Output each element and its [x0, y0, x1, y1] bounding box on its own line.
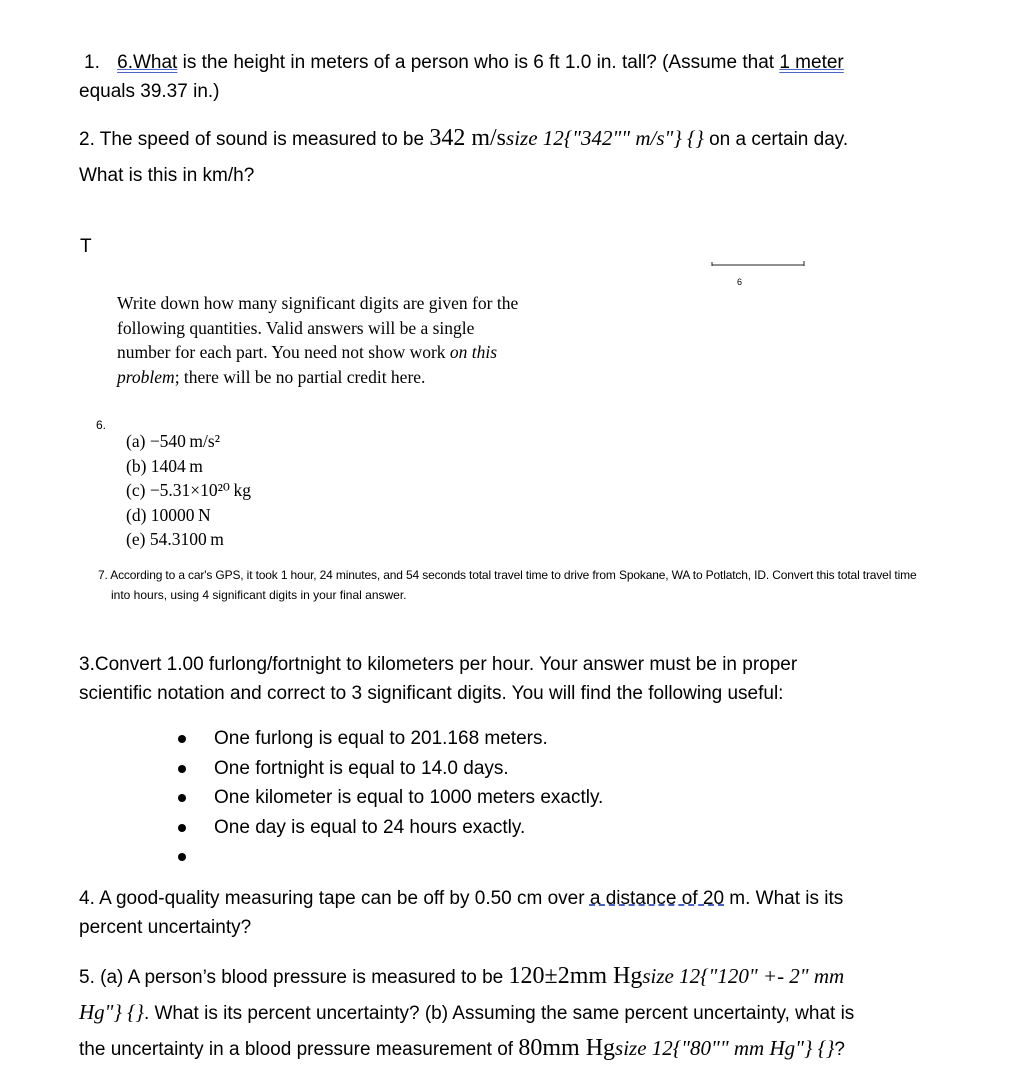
- q3-bullet: [178, 724, 603, 754]
- q1-line-2: equals 39.37 in.): [79, 81, 220, 102]
- q6-item-value: 1404 m: [150, 455, 203, 476]
- q2-text: 2. The speed of sound is measured to be: [79, 129, 430, 150]
- bullet-dot-icon: [178, 853, 186, 861]
- q7-line-2: into hours, using 4 significant digits in your final answer.: [111, 588, 407, 602]
- bullet-dot-icon: [178, 794, 186, 802]
- bullet-dot-icon: [178, 735, 186, 743]
- q1-number: 1.: [84, 52, 100, 73]
- q2-line-2: What is this in km/h?: [79, 165, 255, 186]
- q3-bullet: [178, 842, 603, 872]
- q3-bullet-text: One fortnight is equal to 14.0 days.: [214, 757, 509, 779]
- q6-items: [126, 429, 251, 552]
- q5-text-b: . What is its percent uncertainty? (b) Assuming the same percent uncertainty, what is: [143, 1003, 855, 1024]
- q6-item-label: (d): [126, 504, 147, 525]
- q3-bullet: [178, 783, 603, 813]
- q6-item-value: 10000 N: [150, 504, 211, 525]
- q5-math-code-2: size 12{"80"" mm Hg"} {}: [615, 1036, 835, 1060]
- q7-line-1: 7. According to a car's GPS, it took 1 hour, 24 minutes, and 54 seconds total travel time to drive from Spokane, WA to Potlatch, ID. Convert this total travel time: [98, 568, 917, 582]
- q1-text: is the height in meters of a person who is 6 ft 1.0 in. tall? (Assume that: [177, 52, 780, 73]
- figure-label: 6: [737, 277, 743, 287]
- q5-math-2: 80mm Hg: [518, 1035, 616, 1061]
- q3-bullet-text: One kilometer is equal to 1000 meters exactly.: [214, 787, 604, 808]
- q2-math: 342 m/s: [429, 125, 507, 151]
- question-4: [79, 884, 843, 913]
- q3-bullet: [178, 754, 603, 784]
- q6-item-value: −540 m/s²: [149, 431, 220, 451]
- q5-line-2: [79, 998, 854, 1028]
- q4-line-2: percent uncertainty?: [79, 917, 252, 938]
- q6-item: [126, 503, 251, 528]
- question-1: [84, 48, 994, 77]
- q6-intro-italic: on this problem: [117, 342, 498, 387]
- q6-item: [126, 454, 251, 479]
- q6-item-label: (a): [126, 431, 146, 451]
- q5-text-d: ?: [834, 1039, 845, 1060]
- q4-text-end: m. What is its: [724, 888, 844, 909]
- q6-item-value: −5.31×10²⁰ kg: [149, 480, 251, 500]
- q6-intro-end: ; there will be no partial credit here.: [174, 366, 426, 387]
- q5-line-3: [79, 1034, 845, 1064]
- question-2: [79, 124, 848, 154]
- q4-underlined-phrase[interactable]: a distance of 20: [589, 888, 725, 909]
- bullet-dot-icon: [178, 824, 186, 832]
- stray-letter: T: [80, 236, 92, 257]
- q6-item-label: (b): [126, 455, 147, 476]
- q3-line-1: 3.Convert 1.00 furlong/fortnight to kilometers per hour. Your answer must be in proper: [79, 654, 798, 675]
- q6-item: [126, 527, 251, 552]
- q3-line-2: scientific notation and correct to 3 significant digits. You will find the following useful:: [79, 683, 784, 704]
- q3-bullet: [178, 813, 603, 843]
- q5-line-1: [79, 962, 844, 992]
- q6-number: 6.: [96, 418, 107, 432]
- q1-reference-link[interactable]: 6.What: [117, 52, 178, 73]
- q6-item-label: (e): [126, 529, 146, 549]
- q1-meter-link[interactable]: 1 meter: [779, 52, 844, 73]
- q5-math-code-1: size 12{"120" +- 2" mm: [642, 964, 845, 988]
- q5-text: 5. (a) A person’s blood pressure is measured to be: [79, 967, 509, 988]
- q6-intro: Write down how many significant digits are given for the following quantities. Valid answers will be a single number for each part. You need not show work: [117, 293, 519, 362]
- q6-instructions: [117, 291, 527, 389]
- q3-bullet-text: One furlong is equal to 201.168 meters.: [214, 728, 548, 749]
- q6-item-value: 54.3100 m: [149, 529, 224, 549]
- q3-bullet-text: One day is equal to 24 hours exactly.: [214, 816, 526, 838]
- q6-item: [126, 429, 251, 454]
- q4-text: 4. A good-quality measuring tape can be off by 0.50 cm over: [79, 888, 590, 909]
- ruler-figure: [704, 258, 808, 290]
- q3-bullet-list: [178, 724, 603, 872]
- q5-math-code-1b: Hg"} {}: [79, 1000, 144, 1024]
- bullet-dot-icon: [178, 765, 186, 773]
- q6-item-label: (c): [126, 480, 146, 500]
- q2-math-code: size 12{"342"" m/s"} {}: [506, 126, 704, 150]
- q6-item: [126, 478, 251, 503]
- q5-math-1: 120±2mm Hg: [508, 963, 643, 989]
- q5-text-c: the uncertainty in a blood pressure measurement of: [79, 1039, 519, 1060]
- q2-text-end: on a certain day.: [703, 129, 849, 150]
